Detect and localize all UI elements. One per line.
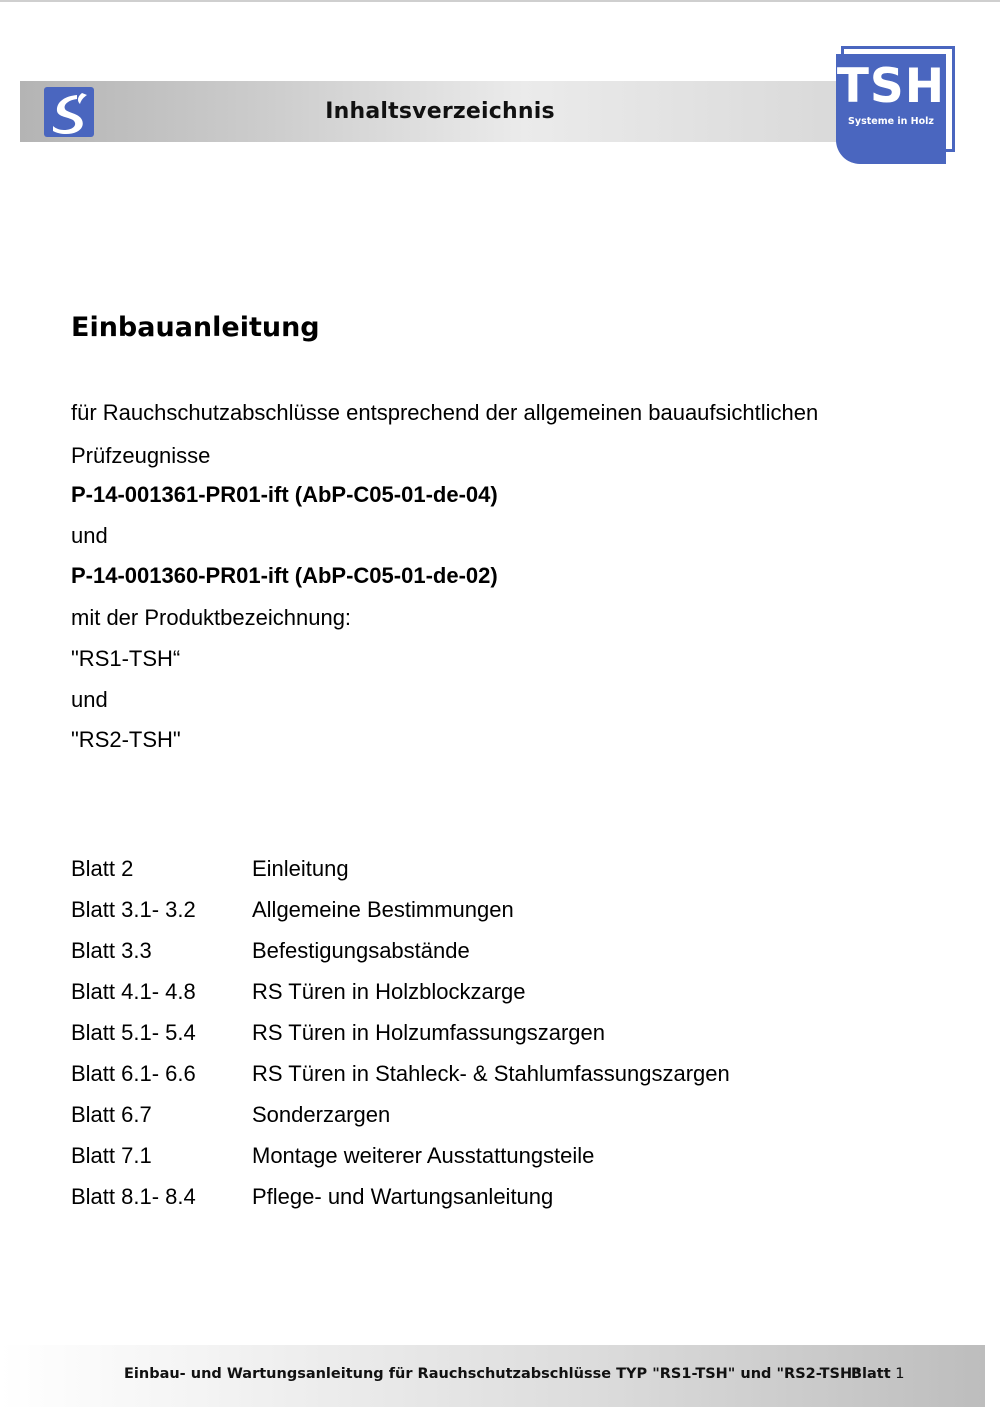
toc-row <box>71 979 871 1009</box>
header-bar <box>20 81 860 142</box>
toc-title: Einleitung <box>252 856 349 881</box>
footer-text: Einbau- und Wartungsanleitung für Rauchschutzabschlüsse TYP "RS1-TSH" und "RS2-TSH" <box>124 1366 860 1382</box>
toc-sheet: Blatt 5.1- 5.4 <box>71 1020 196 1045</box>
product-1: "RS1-TSH“ <box>71 646 181 671</box>
s-swirl-logo-icon <box>44 87 94 137</box>
toc-row <box>71 897 871 927</box>
footer-page-value: 1 <box>895 1366 905 1382</box>
footer-page-label: Blatt <box>851 1366 891 1382</box>
tsh-logo-subtitle: Systeme in Holz <box>848 116 934 127</box>
toc-title: RS Türen in Holzumfassungszargen <box>252 1020 605 1045</box>
toc-row <box>71 1184 871 1214</box>
toc-sheet: Blatt 6.1- 6.6 <box>71 1061 196 1086</box>
footer-page-number <box>851 1366 905 1382</box>
toc-sheet: Blatt 7.1 <box>71 1143 152 1168</box>
toc-sheet: Blatt 3.1- 3.2 <box>71 897 196 922</box>
tsh-logo <box>836 46 958 164</box>
toc-row <box>71 1143 871 1173</box>
certificate-1: P-14-001361-PR01-ift (AbP-C05-01-de-04) <box>71 482 498 507</box>
toc-title: Befestigungsabstände <box>252 938 470 963</box>
document-title: Einbauanleitung <box>71 312 320 343</box>
toc-title: RS Türen in Stahleck- & Stahlumfassungszargen <box>252 1061 730 1086</box>
product-2: "RS2-TSH" <box>71 727 181 752</box>
connector-2: und <box>71 687 108 712</box>
toc-row <box>71 1061 871 1091</box>
certificate-2: P-14-001360-PR01-ift (AbP-C05-01-de-02) <box>71 563 498 588</box>
toc-sheet: Blatt 2 <box>71 856 134 881</box>
toc-sheet: Blatt 6.7 <box>71 1102 152 1127</box>
toc-title: Montage weiterer Ausstattungsteile <box>252 1143 595 1168</box>
tsh-logo-text: TSH <box>836 59 946 114</box>
toc-title: RS Türen in Holzblockzarge <box>252 979 526 1004</box>
toc-title: Allgemeine Bestimmungen <box>252 897 514 922</box>
toc-sheet: Blatt 4.1- 4.8 <box>71 979 196 1004</box>
toc-row <box>71 1020 871 1050</box>
intro-line-2: Prüfzeugnisse <box>71 443 211 468</box>
toc-sheet: Blatt 8.1- 8.4 <box>71 1184 196 1209</box>
page-header-title: Inhaltsverzeichnis <box>325 99 555 124</box>
product-label: mit der Produktbezeichnung: <box>71 605 352 630</box>
toc-row <box>71 938 871 968</box>
top-rule <box>0 0 1000 2</box>
toc-row <box>71 1102 871 1132</box>
intro-line-1: für Rauchschutzabschlüsse entsprechend der allgemeinen bauaufsichtlichen <box>71 400 819 425</box>
toc-title: Pflege- und Wartungsanleitung <box>252 1184 554 1209</box>
tsh-logo-badge <box>836 54 946 164</box>
connector-1: und <box>71 523 108 548</box>
toc-row <box>71 856 871 886</box>
toc-title: Sonderzargen <box>252 1102 391 1127</box>
toc-sheet: Blatt 3.3 <box>71 938 152 963</box>
